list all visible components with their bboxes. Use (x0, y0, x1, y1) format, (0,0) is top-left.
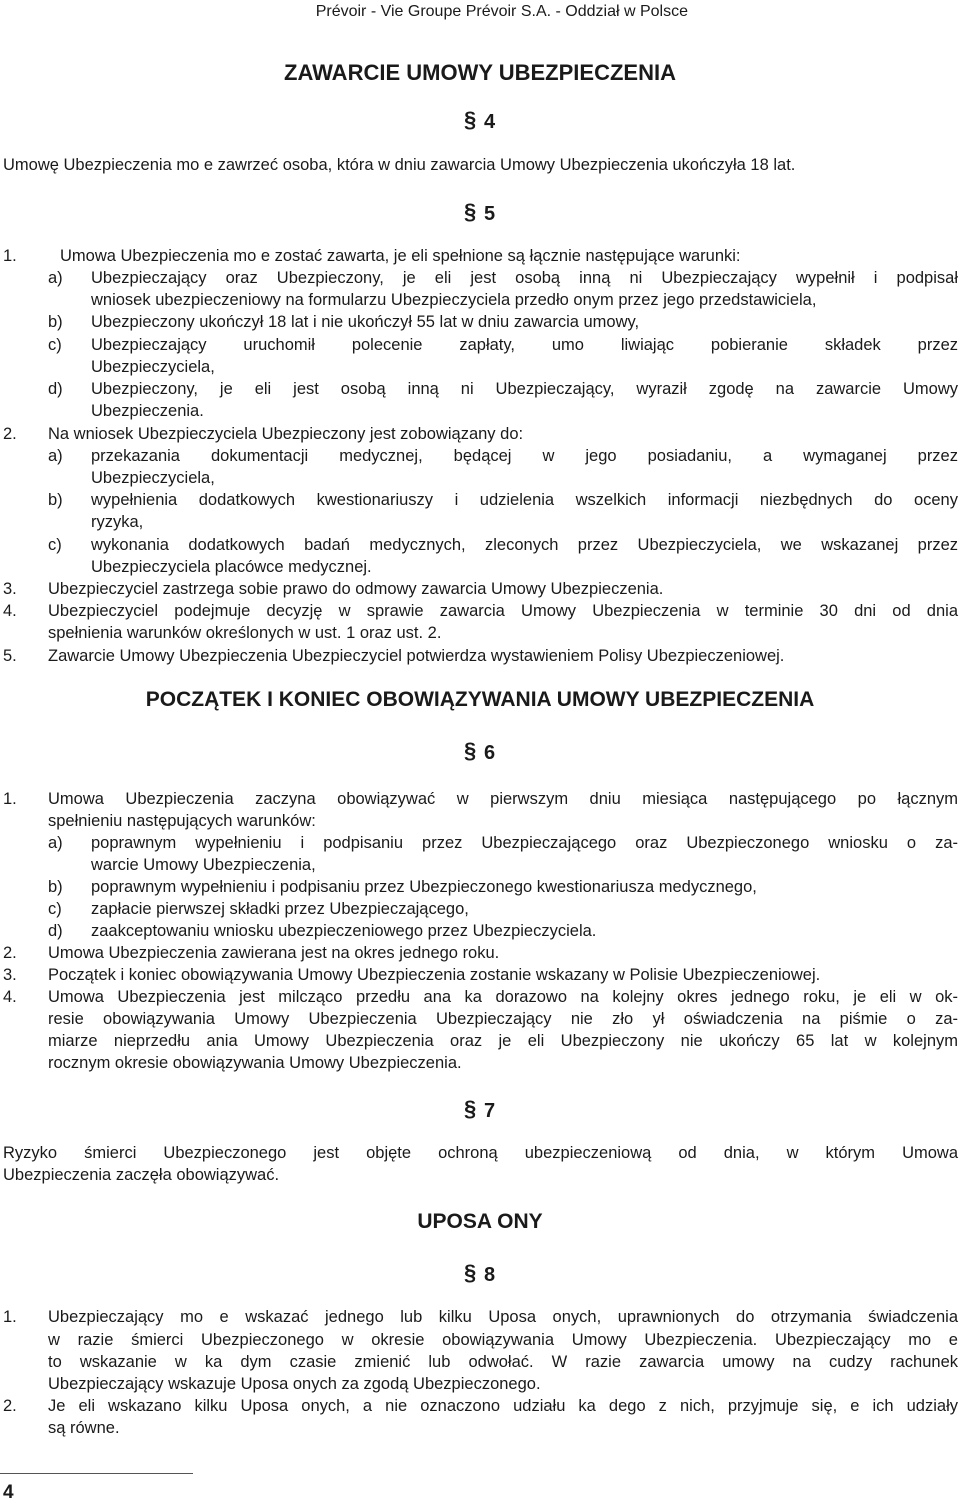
item-letter: a) (48, 447, 63, 465)
item-text: Ubezpieczający wskazuje Uposa onych za zgodą Ubezpieczonego. (48, 1375, 541, 1393)
svg-text:§: § (464, 200, 477, 224)
section-title-zawarcie: ZAWARCIE UMOWY UBEZPIECZENIA (284, 60, 676, 85)
item-letter: c) (48, 336, 62, 354)
item-text: spełnienia warunków określonych w ust. 1 oraz ust. 2. (48, 624, 442, 642)
item-text: Zawarcie Umowy Ubezpieczenia Ubezpieczyciel potwierdza wystawieniem Polisy Ubezpieczeniowej. (48, 647, 785, 665)
item-letter: c) (48, 536, 62, 554)
item-text: Początek i koniec obowiązywania Umowy Ubezpieczenia zostanie wskazany w Polisie Ubezpieczeniowej. (48, 966, 821, 984)
page-header: Prévoir - Vie Groupe Prévoir S.A. - Oddział w Polsce (315, 3, 688, 20)
item-text: Je eli wskazano kilku Uposa onych, a nie oznaczono udziału ka dego z nich, przyjmuje się, e ich udziały (48, 1397, 958, 1415)
item-text: Ubezpieczony, je eli jest osobą inną ni Ubezpieczający, wyraził zgodę na zawarcie Umowy (91, 380, 958, 398)
item-number: 1. (3, 247, 17, 265)
item-text: Na wniosek Ubezpieczyciela Ubezpieczony jest zobowiązany do: (48, 425, 524, 443)
item-text: Ubezpieczyciela, (91, 358, 215, 376)
item-text: przekazania dokumentacji medycznej, będącej w jego posiadaniu, a wymaganej przez (91, 447, 958, 465)
item-text: ryzyka, (91, 513, 144, 531)
svg-text:§: § (464, 1261, 477, 1285)
svg-text:§: § (464, 739, 477, 763)
item-text: zaakceptowaniu wniosku ubezpieczeniowego przez Ubezpieczyciela. (91, 922, 597, 940)
item-number: 3. (3, 580, 17, 598)
item-number: 5. (3, 647, 17, 665)
item-number: 1. (3, 1308, 17, 1326)
item-text: Ubezpieczyciela, (91, 469, 215, 487)
item-text: wniosek ubezpieczeniowy na formularzu Ubezpieczyciela przedło onym przez jego przedstawiciela, (91, 291, 817, 309)
paragraph-4-text: Umowę Ubezpieczenia mo e zawrzeć osoba, która w dniu zawarcia Umowy Ubezpieczenia ukończyła 18 lat. (3, 156, 796, 174)
item-text: Ubezpieczający uruchomił polecenie zapłaty, umo liwiając pobieranie składek przez (91, 336, 958, 354)
item-number: 1. (3, 790, 17, 808)
section-sign-icon (464, 108, 478, 132)
item-text: w razie śmierci Ubezpieczonego w okresie obowiązywania Umowy Ubezpieczenia. Ubezpieczający mo e (48, 1331, 958, 1349)
item-text: resie obowiązywania Umowy Ubezpieczenia Ubezpieczający nie zło ył oświadczenia na piśmie o za- (48, 1010, 958, 1028)
item-text: Umowa Ubezpieczenia zaczyna obowiązywać w pierwszym dniu miesiąca następującego po łącznym (48, 790, 958, 808)
item-text: wypełnienia dodatkowych kwestionariuszy i udzielenia wszelkich informacji niezbędnych do oceny (91, 491, 958, 509)
paragraph-5-heading: § 5 (464, 200, 496, 225)
paragraph-7-heading: § 7 (464, 1097, 496, 1122)
item-number: 4. (3, 602, 17, 620)
item-text: Ryzyko śmierci Ubezpieczonego jest objęte ochroną ubezpieczeniową od dnia, w którym Umowa (3, 1144, 958, 1162)
item-text: poprawnym wypełnieniu i podpisaniu przez Ubezpieczonego kwestionariusza medycznego, (91, 878, 757, 896)
item-letter: a) (48, 269, 63, 287)
item-text: Ubezpieczyciel podejmuje decyzję w sprawie zawarcia Umowy Ubezpieczenia w terminie 30 dni od dnia (48, 602, 958, 620)
item-text: Umowa Ubezpieczenia jest milcząco przedłu ana ka dorazowo na kolejny okres jednego roku, je eli w ok- (48, 988, 958, 1006)
item-text: Ubezpieczenia zaczęła obowiązywać. (3, 1166, 280, 1184)
item-text: zapłacie pierwszej składki przez Ubezpieczającego, (91, 900, 469, 918)
item-letter: b) (48, 878, 63, 896)
footer-divider (0, 1473, 193, 1474)
item-number: 2. (3, 425, 17, 443)
item-text: Ubezpieczyciela placówce medycznej. (91, 558, 372, 576)
paragraph-4-heading: § 4 (464, 108, 496, 133)
item-number: 2. (3, 944, 17, 962)
section-title-uposazeni: UPOSA ONY (417, 1210, 543, 1233)
item-text: spełnieniu następujących warunków: (48, 812, 316, 830)
section-title-poczatek: POCZĄTEK I KONIEC OBOWIĄZYWANIA UMOWY UBEZPIECZENIA (145, 688, 815, 711)
item-letter: a) (48, 834, 63, 852)
item-letter: c) (48, 900, 62, 918)
item-text: miarze nieprzedłu ania Umowy Ubezpieczenia oraz je eli Ubezpieczony nie ukończy 65 lat w kolejnym (48, 1032, 958, 1050)
section-sign-icon (464, 1097, 478, 1121)
item-text: są równe. (48, 1419, 120, 1437)
svg-text:§: § (464, 108, 477, 132)
item-number: 2. (3, 1397, 17, 1415)
section-sign-icon (464, 1261, 478, 1285)
item-text: to wskazanie w ka dym czasie zmienić lub odwołać. W razie zawarcia umowy na cudzy rachunek (48, 1353, 958, 1371)
item-text: Umowa Ubezpieczenia zawierana jest na okres jednego roku. (48, 944, 500, 962)
item-number: 3. (3, 966, 17, 984)
item-text: Ubezpieczający mo e wskazać jednego lub kilku Uposa onych, uprawnionych do otrzymania świadczenia (48, 1308, 958, 1326)
paragraph-8-heading: § 8 (464, 1261, 496, 1286)
item-letter: b) (48, 313, 63, 331)
item-text: Ubezpieczenia. (91, 402, 204, 420)
paragraph-6-heading: § 6 (464, 739, 496, 764)
page-number: 4 (3, 1482, 14, 1503)
section-sign-icon (464, 200, 478, 224)
item-text: poprawnym wypełnieniu i podpisaniu przez Ubezpieczającego oraz Ubezpieczonego wniosku o za- (91, 834, 958, 852)
item-text: Ubezpieczyciel zastrzega sobie prawo do odmowy zawarcia Umowy Ubezpieczenia. (48, 580, 664, 598)
item-text: Ubezpieczony ukończył 18 lat i nie ukończył 55 lat w dniu zawarcia umowy, (91, 313, 640, 331)
item-text: rocznym okresie obowiązywania Umowy Ubezpieczenia. (48, 1054, 462, 1072)
item-number: 4. (3, 988, 17, 1006)
item-letter: b) (48, 491, 63, 509)
item-letter: d) (48, 922, 63, 940)
item-text: Umowa Ubezpieczenia mo e zostać zawarta, je eli spełnione są łącznie następujące warunki: (60, 247, 741, 265)
svg-text:§: § (464, 1097, 477, 1121)
item-text: wykonania dodatkowych badań medycznych, zleconych przez Ubezpieczyciela, we wskazanej przez (91, 536, 958, 554)
section-sign-icon (464, 739, 478, 763)
item-text: Ubezpieczający oraz Ubezpieczony, je eli jest osobą inną ni Ubezpieczający wypełnił i podpisał (91, 269, 958, 287)
item-letter: d) (48, 380, 63, 398)
item-text: warcie Umowy Ubezpieczenia, (91, 856, 316, 874)
